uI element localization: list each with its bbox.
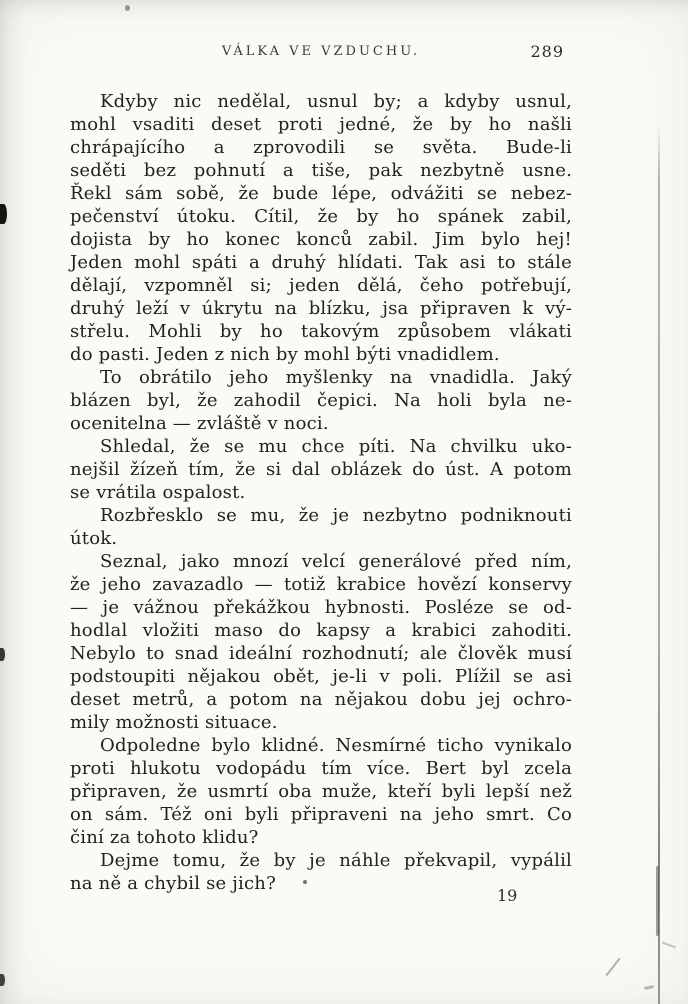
text-line: Kdyby nic nedělal, usnul by; a kdyby usnul, — [100, 91, 572, 112]
scan-corner-mark — [605, 958, 620, 977]
text-line: on sám. Též oni byli připraveni na jeho smrt. Co — [70, 804, 572, 825]
scan-edge-line — [658, 126, 660, 1004]
paragraph — [70, 734, 572, 849]
paragraph — [70, 366, 572, 435]
ink-speck — [125, 5, 130, 11]
text-line: Odpoledne bylo klidné. Nesmírné ticho vynikalo — [100, 735, 572, 756]
body-text — [70, 90, 572, 895]
paragraph — [70, 90, 572, 366]
ink-blot — [0, 974, 5, 986]
text-line: útok. — [70, 528, 118, 549]
text-line: pečenství útoku. Cítil, že by ho spánek zabil, — [70, 206, 572, 227]
text-line: se vrátila ospalost. — [70, 482, 246, 503]
text-line: do pasti. Jeden z nich by mohl býti vnadidlem. — [70, 344, 500, 365]
text-line: na ně a chybil se jich? — [70, 873, 276, 894]
paragraph — [70, 550, 572, 734]
scan-edge-line-dark — [656, 866, 659, 936]
scan-corner-mark — [662, 942, 676, 949]
text-line: připraven, že usmrtí oba muže, kteří byli lepší než — [70, 781, 572, 802]
text-line: druhý leží v úkrytu na blízku, jsa připraven k vý- — [70, 298, 572, 319]
running-title: VÁLKA VE VZDUCHU. — [221, 44, 421, 59]
text-line: mily možnosti situace. — [70, 712, 278, 733]
text-line: Jeden mohl spáti a druhý hlídati. Tak asi to stále — [70, 252, 572, 273]
text-line: činí za tohoto klidu? — [70, 827, 259, 848]
text-line: Řekl sám sobě, že bude lépe, odvážiti se nebez- — [70, 183, 572, 204]
scan-corner-mark — [644, 985, 654, 990]
text-line: To obrátilo jeho myšlenky na vnadidla. Jaký — [100, 367, 572, 388]
text-line: seděti bez pohnutí a tiše, pak nezbytně usne. — [70, 160, 572, 181]
text-line: dojista by ho konec konců zabil. Jim bylo hej! — [70, 229, 572, 250]
text-line: nejšil žízeň tím, že si dal oblázek do úst. A potom — [70, 459, 572, 480]
text-line: hodlal vložiti maso do kapsy a krabici zahoditi. — [70, 620, 572, 641]
paragraph — [70, 435, 572, 504]
text-line: Rozbřesklo se mu, že je nezbytno podniknouti — [100, 505, 572, 526]
text-line: dělají, vzpomněl si; jeden dělá, čeho potřebují, — [70, 275, 572, 296]
paragraph — [70, 504, 572, 550]
text-line: podstoupiti nějakou obět, je-li v poli. Plížil se asi — [70, 666, 572, 687]
text-line: Seznal, jako mnozí velcí generálové před ním, — [100, 551, 572, 572]
text-line: že jeho zavazadlo — totiž krabice hovězí konservy — [70, 574, 572, 595]
signature-mark: 19 — [497, 886, 518, 905]
ink-blot — [0, 204, 7, 224]
text-line: chrápajícího a zprovodili se světa. Bude-li — [70, 137, 572, 158]
text-line: Shledal, že se mu chce píti. Na chvilku uko- — [100, 436, 572, 457]
ink-blot — [0, 648, 5, 661]
text-line: proti hlukotu vodopádu tím více. Bert byl zcela — [70, 758, 572, 779]
text-line: deset metrů, a potom na nějakou dobu jej ochro- — [70, 689, 572, 710]
text-line: — je vážnou překážkou hybnosti. Posléze se od- — [70, 597, 572, 618]
text-line: Nebylo to snad ideální rozhodnutí; ale člověk musí — [70, 643, 572, 664]
text-line: mohl vsaditi deset proti jedné, že by ho našli — [70, 114, 572, 135]
text-line: Dejme tomu, že by je náhle překvapil, vypálil — [100, 850, 572, 871]
page-number: 289 — [530, 42, 564, 61]
text-line: střelu. Mohli by ho takovým způsobem vlákati — [70, 321, 572, 342]
page-header — [70, 44, 572, 66]
text-line: ocenitelna — zvláště v noci. — [70, 413, 329, 434]
text-line: blázen byl, že zahodil čepici. Na holi byla ne- — [70, 390, 572, 411]
